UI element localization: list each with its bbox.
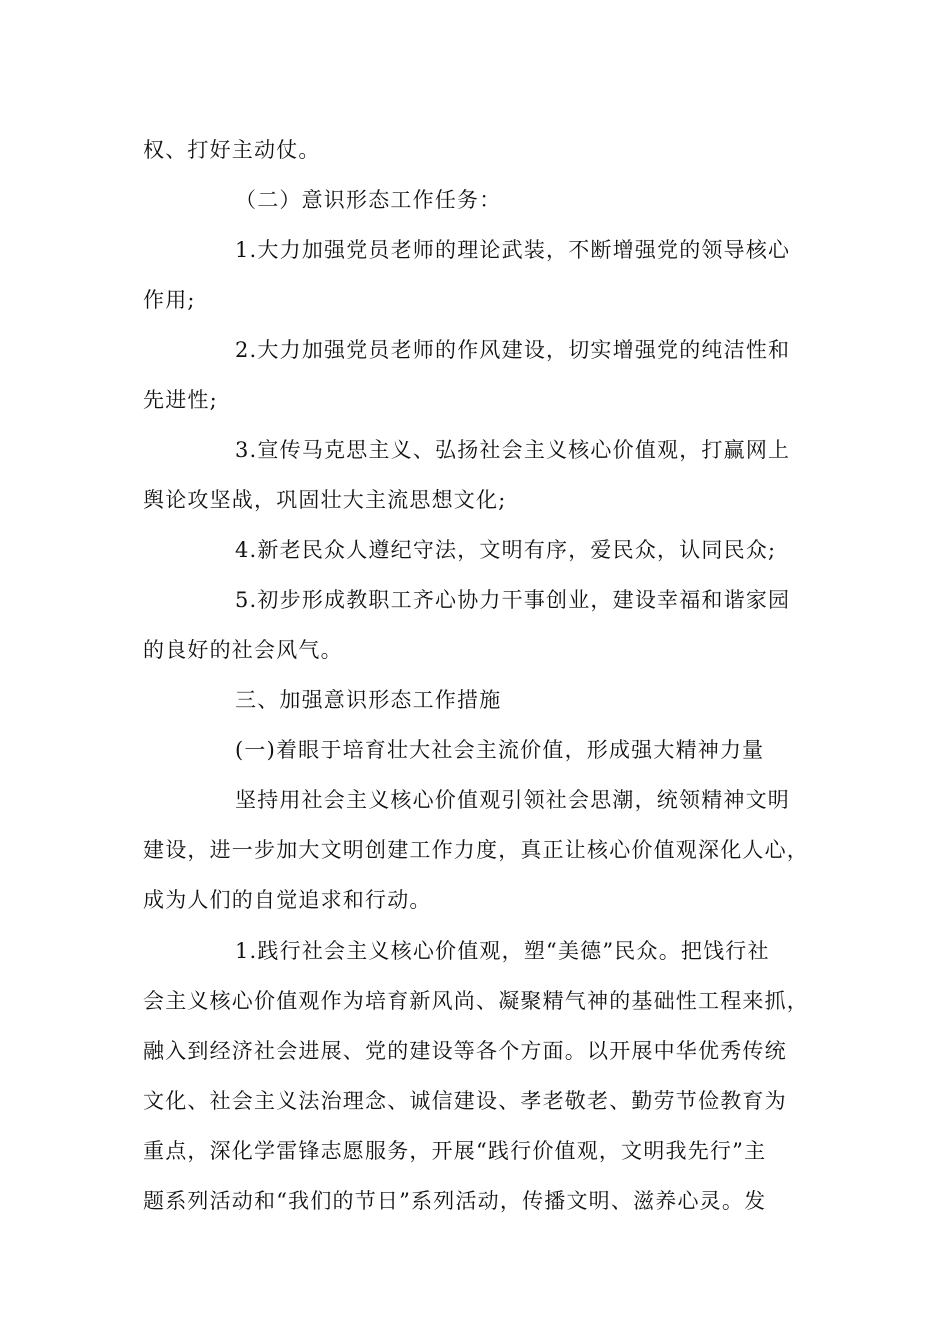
paragraph-line: 2.大力加强党员老师的作风建设，切实增强党的纯洁性和	[235, 338, 791, 362]
section-heading: 三、加强意识形态工作措施	[235, 688, 502, 712]
paragraph-line: 舆论攻坚战，巩固壮大主流思想文化;	[143, 488, 507, 512]
paragraph-line: 成为人们的自觉追求和行动。	[143, 888, 432, 912]
paragraph-line: 作用;	[143, 288, 196, 312]
paragraph-line: 的良好的社会风气。	[143, 638, 343, 662]
paragraph-line: 先进性;	[143, 388, 218, 412]
paragraph-line: 1.践行社会主义核心价值观，塑“美德”民众。把饯行社	[235, 939, 770, 963]
subsection-heading: (一)着眼于培育壮大社会主流价值，形成强大精神力量	[235, 738, 765, 762]
paragraph-line: 权、打好主动仗。	[143, 138, 321, 162]
paragraph-line: 文化、社会主义法治理念、诚信建设、孝老敬老、勤劳节俭教育为	[143, 1089, 787, 1113]
paragraph-line: 会主义核心价值观作为培育新风尚、凝聚精气神的基础性工程来抓，	[143, 989, 809, 1013]
paragraph-line: 4.新老民众人遵纪守法，文明有序，爱民众，认同民众;	[235, 538, 777, 562]
paragraph-line: 1.大力加强党员老师的理论武装，不断增强党的领导核心	[235, 238, 791, 262]
paragraph-line: 坚持用社会主义核心价值观引领社会思潮，统领精神文明	[235, 788, 790, 812]
paragraph-line: 5.初步形成教职工齐心协力干事创业，建设幸福和谐家园	[235, 588, 791, 612]
paragraph-line: 融入到经济社会进展、党的建设等各个方面。以开展中华优秀传统	[143, 1039, 787, 1063]
paragraph-line: 题系列活动和“我们的节日”系列活动，传播文明、滋养心灵。发	[143, 1189, 767, 1213]
section-heading: （二）意识形态工作任务：	[235, 188, 502, 212]
paragraph-line: 3.宣传马克思主义、弘扬社会主义核心价值观，打赢网上	[235, 438, 791, 462]
paragraph-line: 重点，深化学雷锋志愿服务，开展“践行价值观，文明我先行”主	[143, 1139, 767, 1163]
paragraph-line: 建设，进一步加大文明创建工作力度，真正让核心价值观深化人心，	[143, 838, 809, 862]
